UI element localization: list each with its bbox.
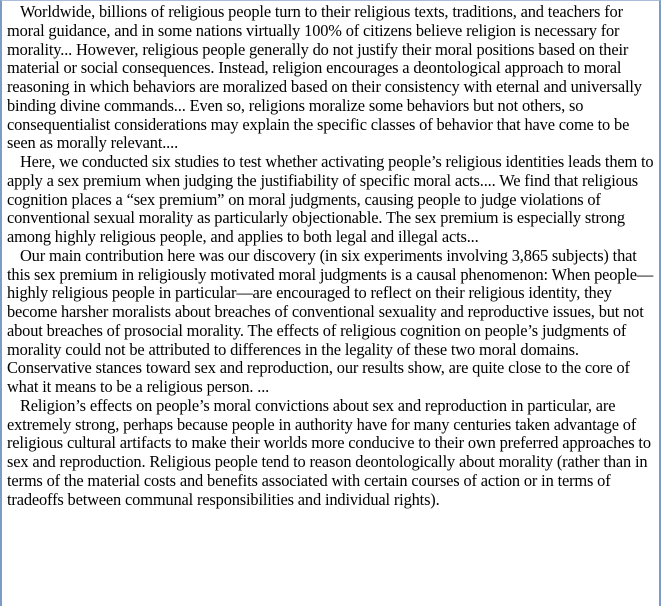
paragraph-3: Our main contribution here was our discovery (in six experiments involving 3,865 subjects) that this sex premium in religiously motivated moral judgments is a causal phenomenon: When people—highly religious people in particular—are encouraged to reflect on their religious identity, they become harsher moralists about breaches of conventional sexuality and reproductive issues, but not about breaches of prosocial morality. The effects of religious cognition on people’s judgments of morality could not be attributed to differences in the legality of these two moral domains. Conservative stances toward sex and reproduction, our results show, are quite close to the core of what it means to be a religious person. ... xyxy=(7,245,654,396)
document-text-body xyxy=(7,3,657,509)
paragraph-4: Religion’s effects on people’s moral convictions about sex and reproduction in particular, are extremely strong, perhaps because people in authority have for many centuries taken advantage of religious cultural artifacts to make their worlds more conducive to their own preferred approaches to sex and reproduction. Religious people tend to reason deontologically about morality (rather than in terms of the material costs and benefits associated with certain courses of action or in terms of tradeoffs between communal responsibilities and individual rights). xyxy=(7,395,651,509)
paragraph-1: Worldwide, billions of religious people turn to their religious texts, traditions, and teachers for moral guidance, and in some nations virtually 100% of citizens believe religion is necessary for morality... However, religious people generally do not justify their moral positions based on their material or social consequences. Instead, religion encourages a deontological approach to moral reasoning in which behaviors are moralized based on their consistency with eternal and universally binding divine commands... Even so, religions moralize some behaviors but not others, so consequentialist considerations may explain the specific classes of behavior that have come to be seen as morally relevant.... xyxy=(7,2,642,153)
paragraph-2: Here, we conducted six studies to test whether activating people’s religious identities leads them to apply a sex premium when judging the justifiability of specific moral acts.... We find that religious cognition places a “sex premium” on moral judgments, causing people to judge violations of conventional sexual morality as particularly objectionable. The sex premium is especially strong among highly religious people, and applies to both legal and illegal acts... xyxy=(7,152,654,246)
